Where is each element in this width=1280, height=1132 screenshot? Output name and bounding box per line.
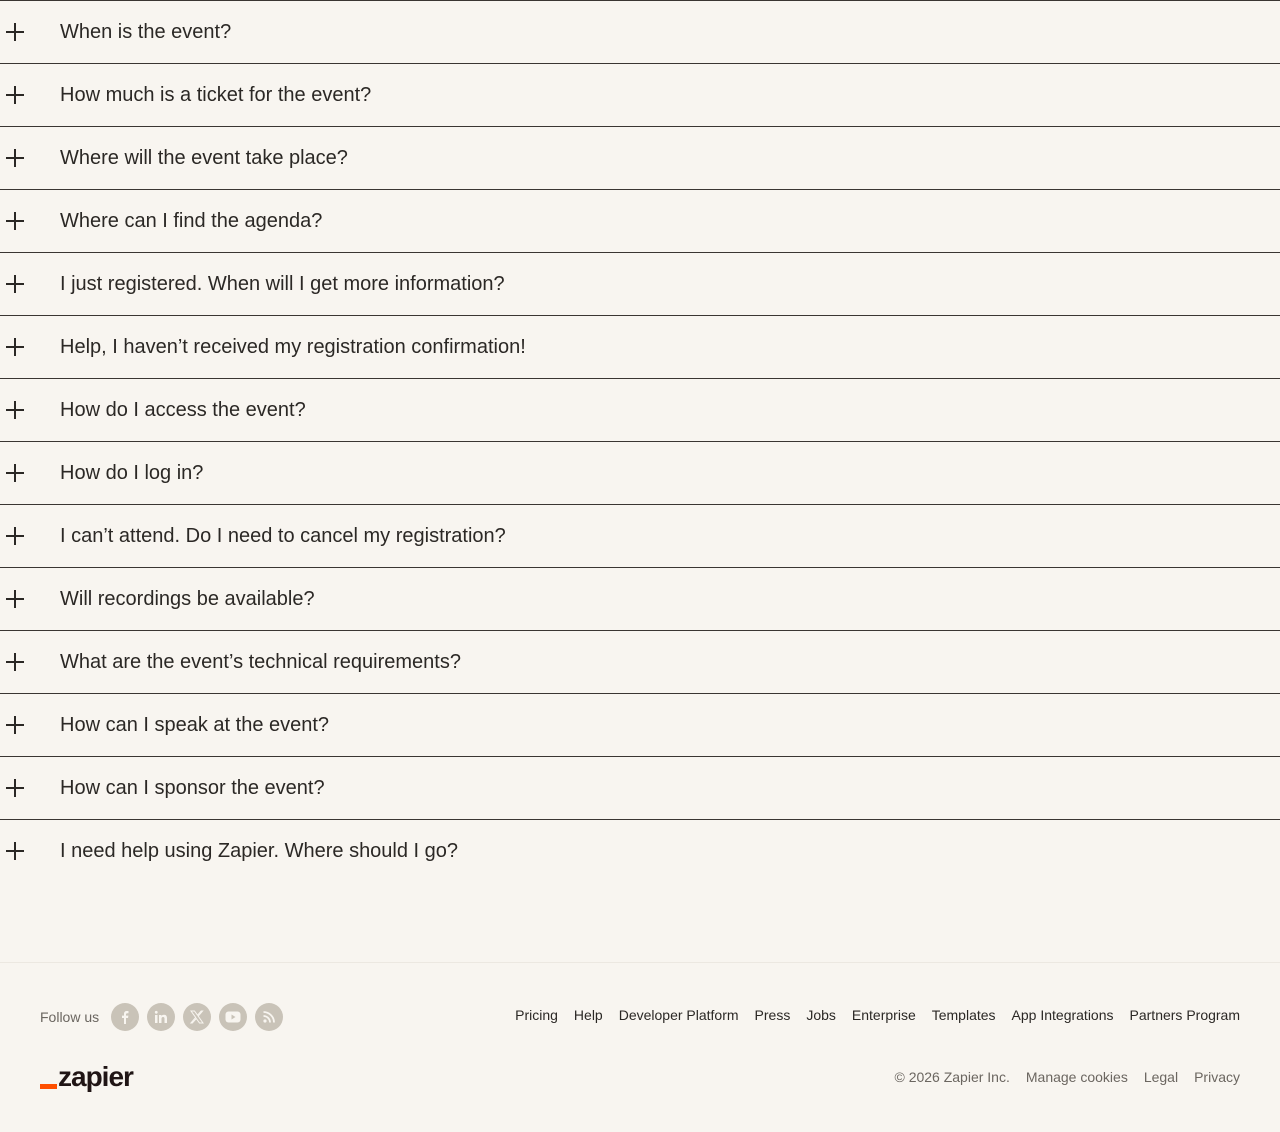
faq-question[interactable]: Help, I haven’t received my registration confirmation! [60, 336, 526, 358]
footer-link-templates[interactable]: Templates [931, 1007, 996, 1023]
faq-question[interactable]: Where will the event take place? [60, 147, 348, 169]
youtube-icon[interactable] [219, 1003, 247, 1031]
faq-item[interactable] [0, 630, 1280, 693]
linkedin-icon[interactable] [147, 1003, 175, 1031]
plus-icon[interactable] [6, 275, 24, 293]
legal-bar [894, 1069, 1240, 1085]
plus-icon[interactable] [6, 149, 24, 167]
x-icon[interactable] [183, 1003, 211, 1031]
faq-question[interactable]: I can’t attend. Do I need to cancel my registration? [60, 525, 506, 547]
plus-icon[interactable] [6, 590, 24, 608]
faq-question[interactable]: How much is a ticket for the event? [60, 84, 372, 106]
footer-link-app-integrations[interactable]: App Integrations [1011, 1007, 1114, 1023]
plus-icon[interactable] [6, 23, 24, 41]
faq-item[interactable] [0, 441, 1280, 504]
footer-link-pricing[interactable]: Pricing [515, 1007, 558, 1023]
faq-question[interactable]: What are the event’s technical requirements? [60, 651, 461, 673]
faq-question[interactable]: How can I speak at the event? [60, 714, 330, 736]
footer [0, 962, 1280, 1132]
rss-icon[interactable] [255, 1003, 283, 1031]
faq-item[interactable] [0, 126, 1280, 189]
faq-question[interactable]: How can I sponsor the event? [60, 777, 325, 799]
follow-us-label: Follow us [40, 1009, 100, 1025]
logo-text: zapier [58, 1061, 133, 1092]
faq-item[interactable] [0, 63, 1280, 126]
faq-item[interactable] [0, 252, 1280, 315]
zapier-logo[interactable] [40, 1061, 133, 1093]
footer-link-help[interactable]: Help [573, 1007, 603, 1023]
plus-icon[interactable] [6, 716, 24, 734]
faq-question[interactable]: When is the event? [60, 21, 232, 43]
faq-question[interactable]: Where can I find the agenda? [60, 210, 323, 232]
faq-item[interactable] [0, 315, 1280, 378]
faq-question[interactable]: I need help using Zapier. Where should I go? [60, 840, 459, 862]
plus-icon[interactable] [6, 401, 24, 419]
plus-icon[interactable] [6, 86, 24, 104]
facebook-icon[interactable] [111, 1003, 139, 1031]
footer-link-enterprise[interactable]: Enterprise [851, 1007, 916, 1023]
footer-link-developer-platform[interactable]: Developer Platform [618, 1007, 739, 1023]
plus-icon[interactable] [6, 338, 24, 356]
faq-item[interactable] [0, 0, 1280, 63]
logo-underscore [40, 1084, 57, 1089]
plus-icon[interactable] [6, 212, 24, 230]
faq-item[interactable] [0, 693, 1280, 756]
plus-icon[interactable] [6, 653, 24, 671]
faq-question[interactable]: Will recordings be available? [60, 588, 315, 610]
footer-link-partners-program[interactable]: Partners Program [1129, 1007, 1240, 1023]
legal-link-manage-cookies[interactable]: Manage cookies [1025, 1069, 1128, 1085]
footer-nav [515, 1007, 1240, 1023]
plus-icon[interactable] [6, 527, 24, 545]
legal-link-privacy[interactable]: Privacy [1194, 1069, 1240, 1085]
faq-item[interactable] [0, 378, 1280, 441]
faq-item[interactable] [0, 819, 1280, 882]
copyright: © 2026 Zapier Inc. [894, 1069, 1010, 1085]
faq-item[interactable] [0, 189, 1280, 252]
footer-link-jobs[interactable]: Jobs [806, 1007, 836, 1023]
plus-icon[interactable] [6, 464, 24, 482]
faq-question[interactable]: I just registered. When will I get more information? [60, 273, 505, 295]
legal-link-legal[interactable]: Legal [1143, 1069, 1179, 1085]
footer-link-press[interactable]: Press [754, 1007, 791, 1023]
faq-item[interactable] [0, 567, 1280, 630]
faq-question[interactable]: How do I access the event? [60, 399, 306, 421]
plus-icon[interactable] [6, 842, 24, 860]
plus-icon[interactable] [6, 779, 24, 797]
follow-us [40, 1002, 285, 1032]
faq-question[interactable]: How do I log in? [60, 462, 204, 484]
faq-item[interactable] [0, 504, 1280, 567]
faq-item[interactable] [0, 756, 1280, 819]
